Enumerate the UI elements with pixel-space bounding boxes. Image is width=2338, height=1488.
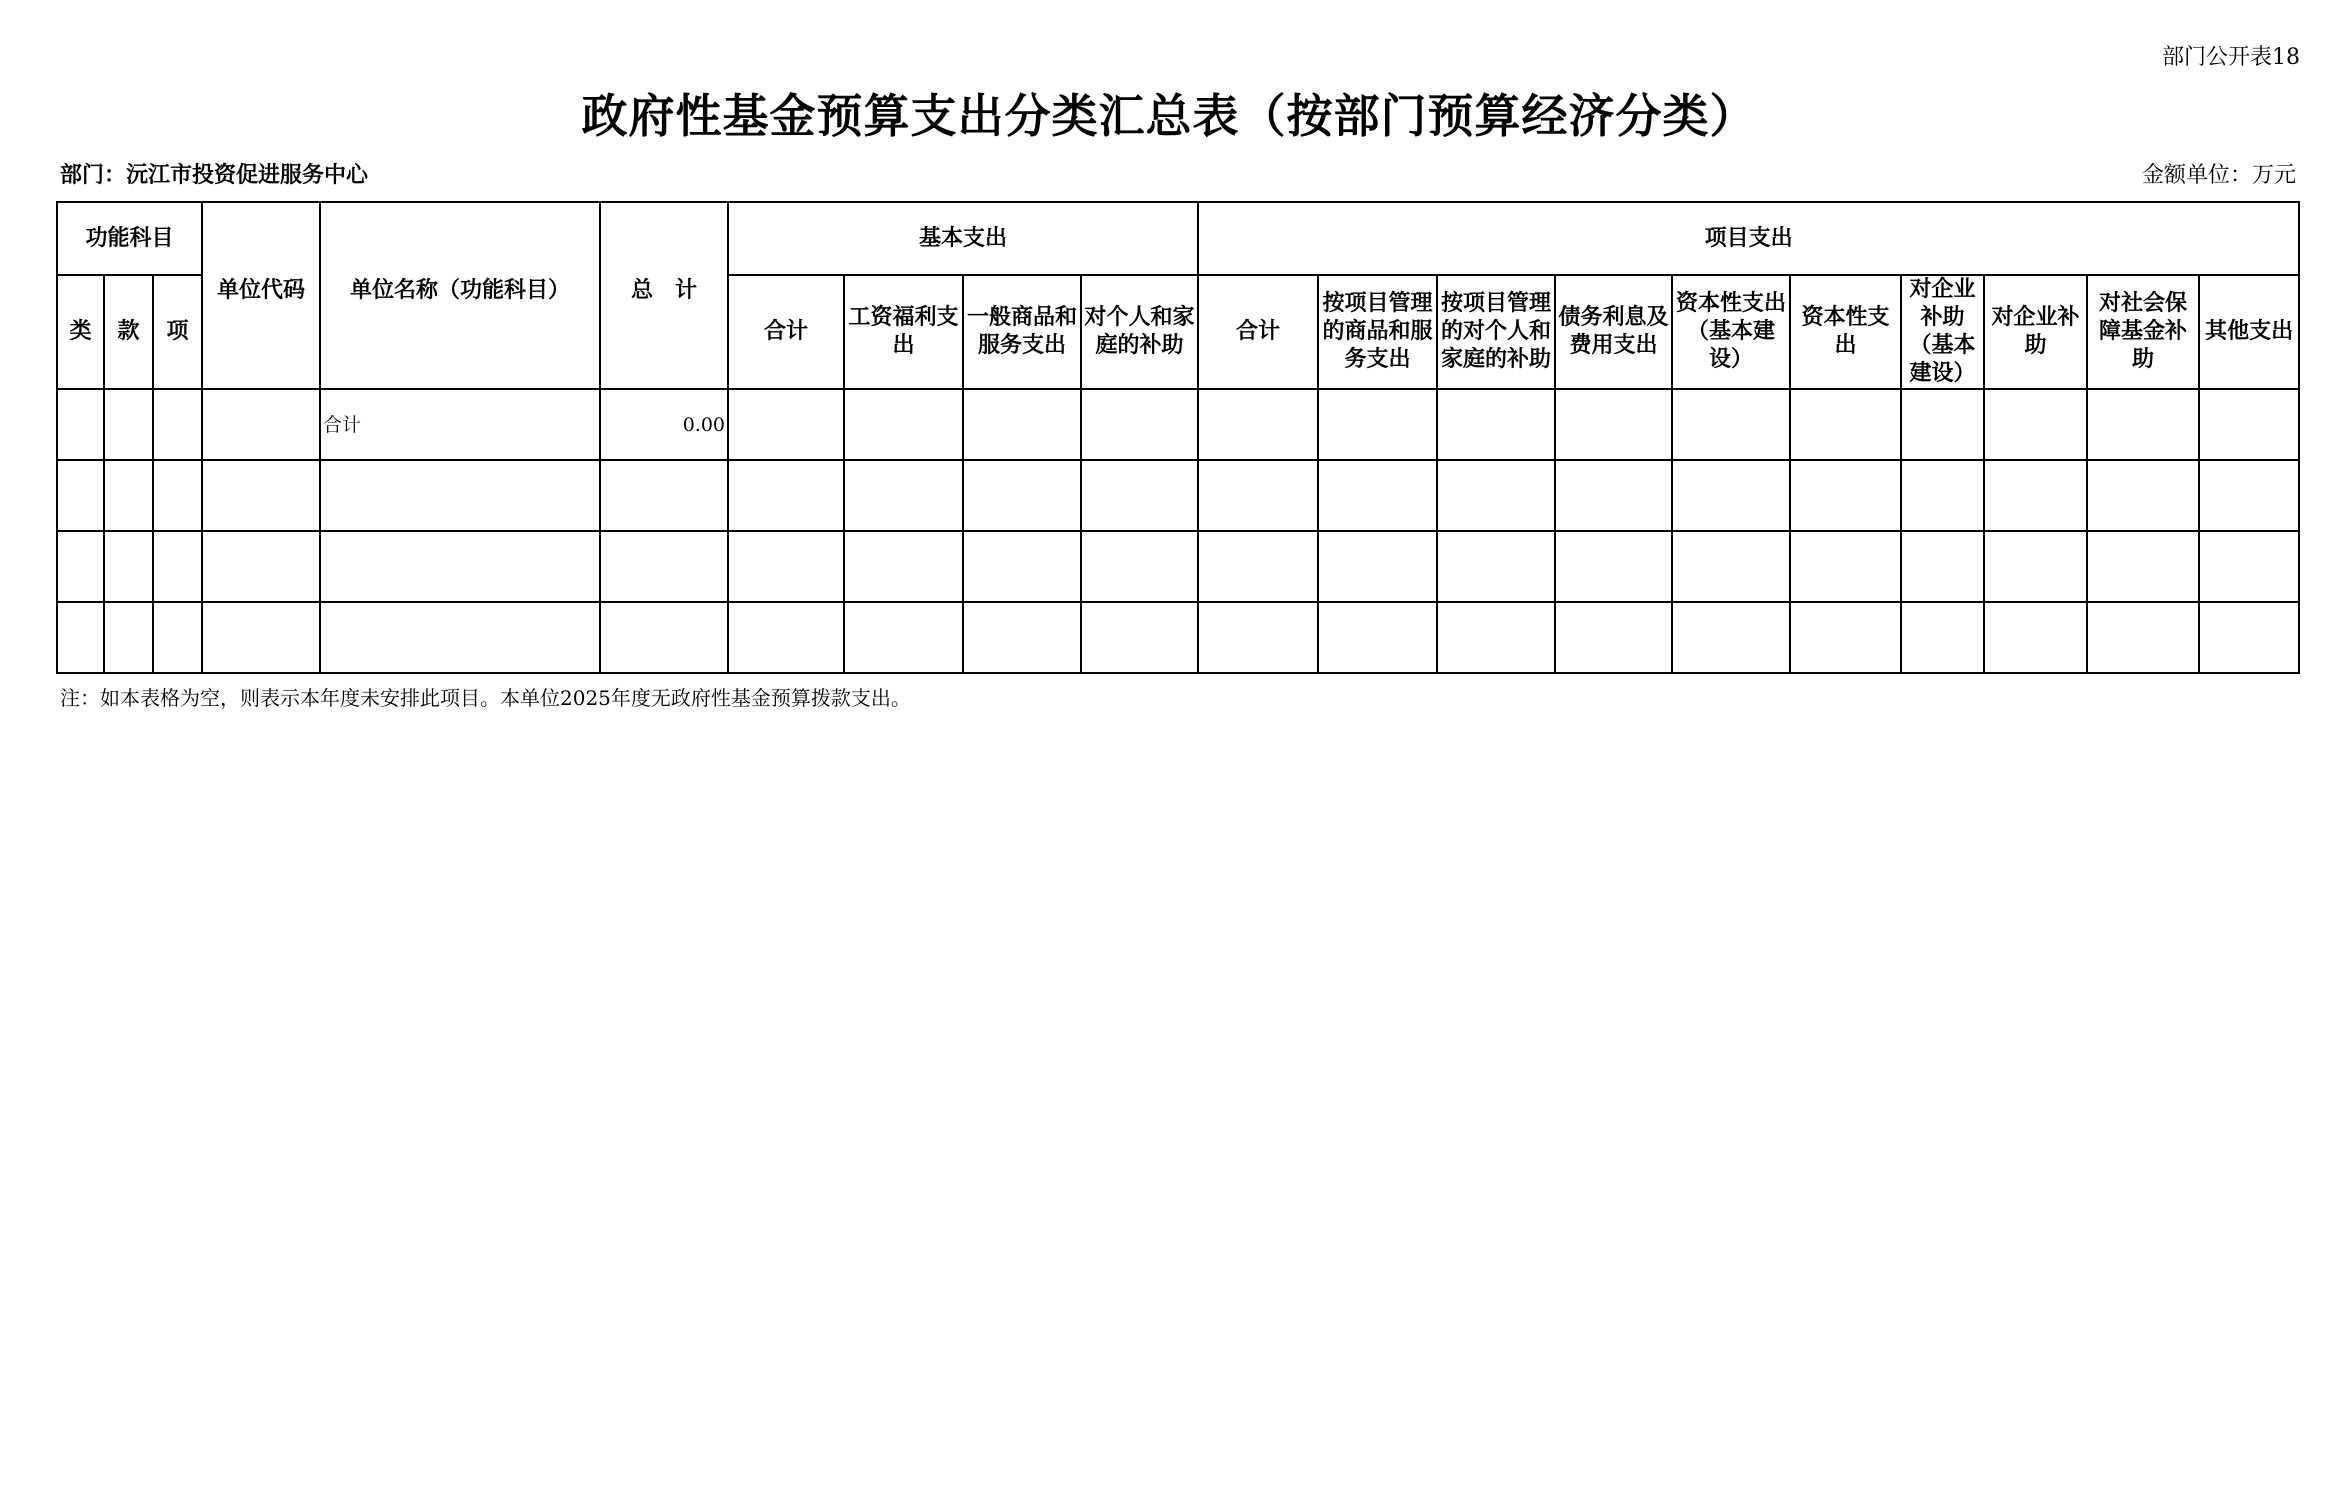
project-col-header: 资本性支出 [1790,275,1901,389]
department-label: 部门：沅江市投资促进服务中心 [60,163,369,188]
basic-col-header: 对个人和家庭的补助 [1081,275,1198,389]
basic-col-header: 一般商品和服务支出 [963,275,1081,389]
amount-unit-label: 金额单位：万元 [2141,163,2296,188]
expenditure-table [56,201,2300,674]
basic-col-header: 工资福利支出 [844,275,963,389]
basic-col-header: 合计 [728,275,844,389]
form-number: 部门公开表18 [2162,45,2300,70]
kuan-header: 款 [104,275,153,389]
page-title: 政府性基金预算支出分类汇总表（按部门预算经济分类） [581,89,1757,143]
footnote: 注：如本表格为空，则表示本年度未安排此项目。本单位2025年度无政府性基金预算拨款支出。 [60,686,911,710]
project-col-header: 资本性支出（基本建设） [1672,275,1790,389]
basic-expenditure-header: 基本支出 [728,202,1198,275]
xiang-header: 项 [153,275,202,389]
table-row [57,531,2299,602]
project-col-header: 对社会保障基金补助 [2087,275,2199,389]
table-row [57,602,2299,673]
table-row [57,460,2299,531]
project-col-header: 合计 [1198,275,1318,389]
total-header: 总 计 [600,202,728,389]
unit-code-header: 单位代码 [202,202,320,389]
project-col-header: 按项目管理的对个人和家庭的补助 [1437,275,1555,389]
func-subject-header: 功能科目 [57,202,202,275]
header-row-1 [57,202,2299,275]
unit-name-header: 单位名称（功能科目） [320,202,600,389]
project-col-header: 对企业补助（基本建设） [1901,275,1984,389]
row-unit-name: 合计 [320,389,600,460]
table-row [57,389,2299,460]
project-expenditure-header: 项目支出 [1198,202,2299,275]
project-col-header: 债务利息及费用支出 [1555,275,1672,389]
lei-header: 类 [57,275,104,389]
project-col-header: 其他支出 [2199,275,2299,389]
row-total: 0.00 [600,389,728,460]
project-col-header: 对企业补助 [1984,275,2087,389]
project-col-header: 按项目管理的商品和服务支出 [1318,275,1437,389]
